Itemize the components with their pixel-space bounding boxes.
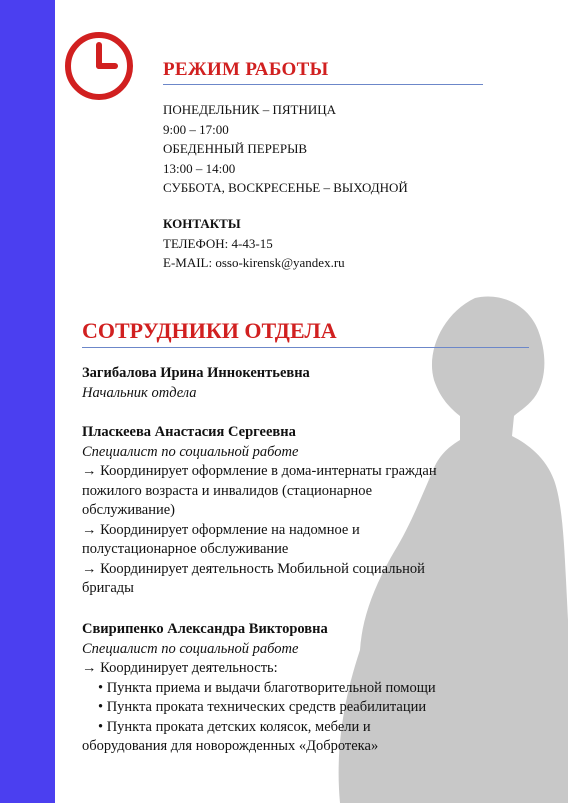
staff-role: Начальник отдела — [82, 384, 197, 401]
schedule-line: ПОНЕДЕЛЬНИК – ПЯТНИЦА — [163, 102, 337, 117]
schedule-block — [163, 100, 408, 198]
staff-role: Специалист по социальной работе — [82, 443, 299, 460]
staff-duty-line: → Координирует деятельность: — [82, 660, 278, 676]
schedule-line: ОБЕДЕННЫЙ ПЕРЕРЫВ — [163, 141, 308, 156]
staff-name: Пласкеева Анастасия Сергеевна — [82, 424, 296, 440]
staff-duty-line: обслуживание) — [82, 502, 176, 518]
schedule-line: 9:00 – 17:00 — [163, 121, 229, 137]
staff-section-title: СОТРУДНИКИ ОТДЕЛА — [82, 318, 337, 343]
staff-duty-line: → Координирует оформление в дома-интернаты граждан — [82, 463, 437, 479]
staff-name: Свирипенко Александра Викторовна — [82, 621, 328, 637]
staff-duty-line: оборудования для новорожденных «Добротека» — [82, 738, 379, 754]
staff-duty-line: → Координирует деятельность Мобильной социальной — [82, 560, 425, 577]
staff-name: Загибалова Ирина Иннокентьевна — [82, 365, 310, 381]
staff-duty-line: бригады — [82, 580, 134, 596]
staff-duty-bullet: • Пункта проката детских колясок, мебели и — [98, 718, 371, 735]
contacts-email: E-MAIL: osso-kirensk@yandex.ru — [163, 255, 345, 270]
staff-card — [82, 620, 542, 757]
contacts-title: КОНТАКТЫ — [163, 216, 241, 231]
staff-duty-line: полустационарное обслуживание — [82, 541, 289, 557]
schedule-line: СУББОТА, ВОСКРЕСЕНЬЕ – ВЫХОДНОЙ — [163, 180, 408, 195]
left-color-band — [0, 0, 55, 803]
schedule-divider — [163, 84, 483, 85]
staff-duty-bullet: • Пункта проката технических средств реабилитации — [98, 699, 427, 715]
schedule-title: РЕЖИМ РАБОТЫ — [163, 59, 329, 80]
staff-duty-line: пожилого возраста и инвалидов (стационарное — [82, 482, 373, 499]
staff-role: Специалист по социальной работе — [82, 640, 299, 657]
contacts-phone: ТЕЛЕФОН: 4-43-15 — [163, 235, 273, 251]
clock-icon — [63, 30, 135, 102]
staff-duty-line: → Координирует оформление на надомное и — [82, 521, 360, 538]
contacts-block — [163, 214, 345, 273]
schedule-line: 13:00 – 14:00 — [163, 160, 236, 176]
staff-card — [82, 364, 542, 403]
staff-divider — [82, 347, 529, 348]
staff-duty-bullet: • Пункта приема и выдачи благотворительной помощи — [98, 679, 436, 696]
staff-card — [82, 423, 542, 599]
